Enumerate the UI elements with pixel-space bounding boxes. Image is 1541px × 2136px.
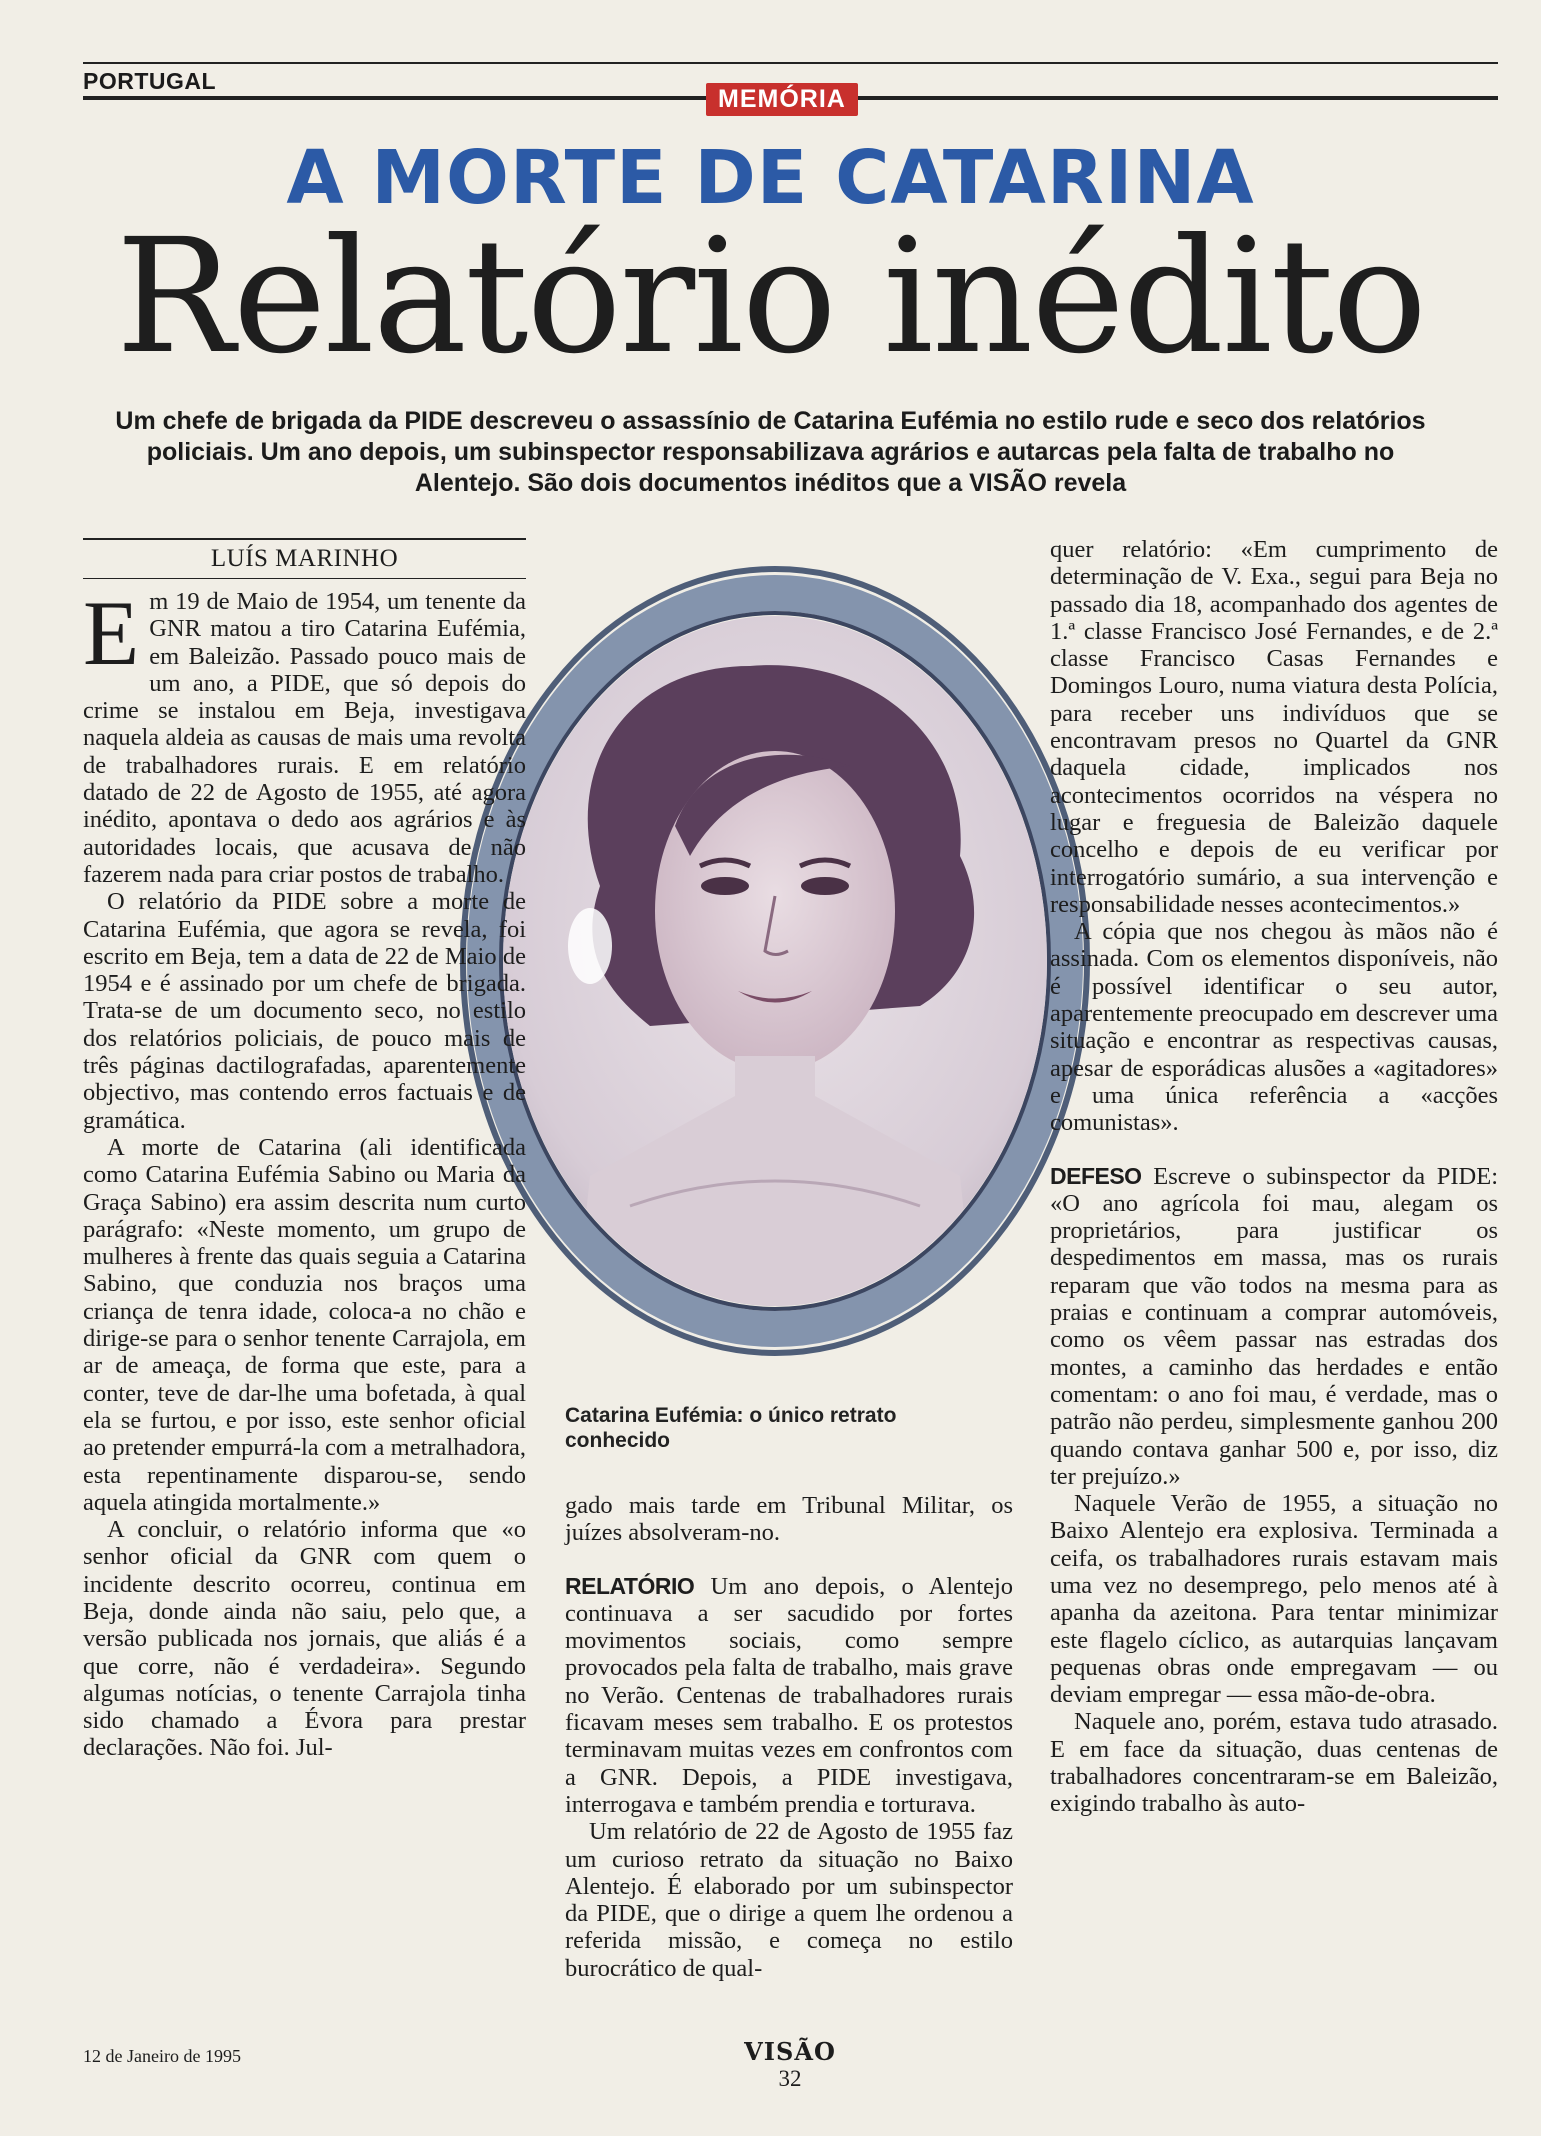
portrait-photo bbox=[450, 556, 1100, 1366]
col2-paragraph-2: Um ano depois, o Alentejo continuava a ser sacudido por fortes movimentos sociais, como sempre provocados pela falta de trabalho, mais grave no Verão. Centenas de trabalhadores rurais ficavam meses sem trabalho. E os protestos terminavam muitas vezes em confrontos com a GNR. Depois, a PIDE investigava, interrogava e também prendia e torturava. bbox=[565, 1572, 1014, 1818]
col1-paragraph-1: m 19 de Maio de 1954, um tenente da GNR matou a tiro Catarina Eufémia, em Baleizão. Passado pouco mais de um ano, a PIDE, que só depois do crime se instalou em Beja, investigava naquela aldeia as causas de mais uma revolta de trabalhadores rurais. E em relatório datado de 22 de Agosto de 1955, até agora inédito, apontava o dedo aos agrários e às autoridades locais, que acusava de não fazerem nada para criar postos de trabalho. bbox=[83, 588, 526, 888]
standfirst: Um chefe de brigada da PIDE descreveu o assassínio de Catarina Eufémia no estilo rude e seco dos relatórios policiais. Um ano depois, um subinspector responsabilizava agrários e autarcas pela falta de trabalho no Alentejo. São dois documentos inéditos que a VISÃO revela bbox=[115, 407, 1426, 497]
column-1 bbox=[83, 582, 526, 1762]
column-3 bbox=[1050, 536, 1498, 1818]
col2-paragraph-1: gado mais tarde em Tribunal Militar, os juízes absolveram-no. bbox=[565, 1492, 1013, 1547]
section-badge: MEMÓRIA bbox=[706, 83, 858, 116]
drop-cap: E bbox=[83, 582, 140, 684]
issue-date: 12 de Janeiro de 1995 bbox=[83, 2046, 241, 2066]
section-head-defeso: DEFESO bbox=[1050, 1162, 1142, 1189]
col1-paragraph-2: O relatório da PIDE sobre a morte de Catarina Eufémia, que agora se revela, foi escrito em Beja, tem a data de 22 de Maio de 1954 e é assinado por um chefe de brigada. Trata-se de um documento seco, no estilo dos relatórios policiais, de pouco mais de três páginas dactilografadas, aparentemente objectivo, mas contendo erros factuais e de gramática. bbox=[83, 888, 526, 1134]
page-number: 32 bbox=[778, 2066, 802, 2091]
byline: LUÍS MARINHO bbox=[210, 545, 399, 572]
col2-paragraph-3: Um relatório de 22 de Agosto de 1955 faz um curioso retrato da situação no Baixo Alentejo. É elaborado por um subinspector da PIDE, que o dirige a quem lhe ordenou a referida missão, e começa no estilo burocrático de qual- bbox=[565, 1818, 1013, 1982]
section-head-relatorio: RELATÓRIO bbox=[565, 1572, 695, 1599]
col3-paragraph-2: A cópia que nos chegou às mãos não é assinada. Com os elementos disponíveis, não é possível identificar o seu autor, aparentemente preocupado em descrever uma situação e encontrar as respectivas causas, apesar de esporádicas alusões a «agitadores» e uma única referência a «acções comunistas». bbox=[1050, 918, 1498, 1137]
masthead-logo: VISÃO bbox=[744, 2037, 836, 2066]
column-2 bbox=[565, 1492, 1013, 1982]
col1-paragraph-3: A morte de Catarina (ali identificada como Catarina Eufémia Sabino ou Maria da Graça Sabino) era assim descrita num curto parágrafo: «Neste momento, um grupo de mulheres à frente das quais seguia a Catarina Sabino, que conduzia nos braços uma criança de tenra idade, coloca-a no chão e dirige-se para o senhor tenente Carrajola, em ar de ameaça, de forma que este, para a conter, teve de dar-lhe uma bofetada, à qual ela se furtou, e por isso, este senhor oficial ao pretender empurrá-la com a metralhadora, esta repentinamente disparou-se, sendo aquela atingida mortalmente.» bbox=[83, 1133, 526, 1516]
kicker: A MORTE DE CATARINA bbox=[286, 135, 1255, 221]
photo-caption: Catarina Eufémia: o único retrato conhecido bbox=[565, 1404, 897, 1452]
section-label: PORTUGAL bbox=[83, 68, 217, 94]
col3-paragraph-3: Escreve o subinspector da PIDE: «O ano agrícola foi mau, alegam os proprietários, para justificar os despedimentos em massa, mas os rurais reparam que vão todos na mesma para as praias e continuam a comprar automóveis, como os vêem passar nas estradas dos montes, a caminho das herdades e então comentam: o ano foi mau, é verdade, mas o patrão não perdeu, simplesmente ganhou 200 quando contava ganhar 500 e, por isso, diz ter prejuízo.» bbox=[1050, 1162, 1498, 1490]
top-rule bbox=[83, 62, 1498, 64]
byline-rule bbox=[83, 538, 526, 540]
headline: Relatório inédito bbox=[115, 205, 1426, 389]
col3-paragraph-1: quer relatório: «Em cumprimento de determinação de V. Exa., segui para Beja no passado dia 18, acompanhado dos agentes de 1.ª classe Francisco José Fernandes, e de 2.ª classe Francisco Casas Fernandes e Domingos Louro, numa viatura desta Polícia, para receber uns indivíduos que se encontravam presos no Quartel da GNR daquela cidade, implicados nos acontecimentos ocorridos na véspera no lugar e freguesia de Baleizão daquele concelho e depois de eu verificar por interrogatório sumário, a sua intervenção e responsabilidade nesses acontecimentos.» bbox=[1050, 536, 1498, 918]
col3-paragraph-4: Naquele Verão de 1955, a situação no Baixo Alentejo era explosiva. Terminada a ceifa, os trabalhadores rurais estavam mais uma vez no desemprego, pelo menos até à apanha da azeitona. Para tentar minimizar este flagelo cíclico, as autarquias lançavam pequenas obras onde empregavam — ou deviam empregar — essa mão-de-obra. bbox=[1050, 1490, 1498, 1709]
col1-paragraph-4: A concluir, o relatório informa que «o senhor oficial da GNR com quem o incidente descrito ocorreu, continua em Beja, donde ainda não saiu, pelo que, a versão publicada nos jornais, que aliás é a que corre, não é verdadeira». Segundo algumas notícias, o tenente Carrajola tinha sido chamado a Évora para prestar declarações. Não foi. Jul- bbox=[83, 1516, 526, 1762]
col3-paragraph-5: Naquele ano, porém, estava tudo atrasado. E em face da situação, duas centenas de trabalhadores concentraram-se em Baleizão, exigindo trabalho às auto- bbox=[1050, 1708, 1498, 1818]
